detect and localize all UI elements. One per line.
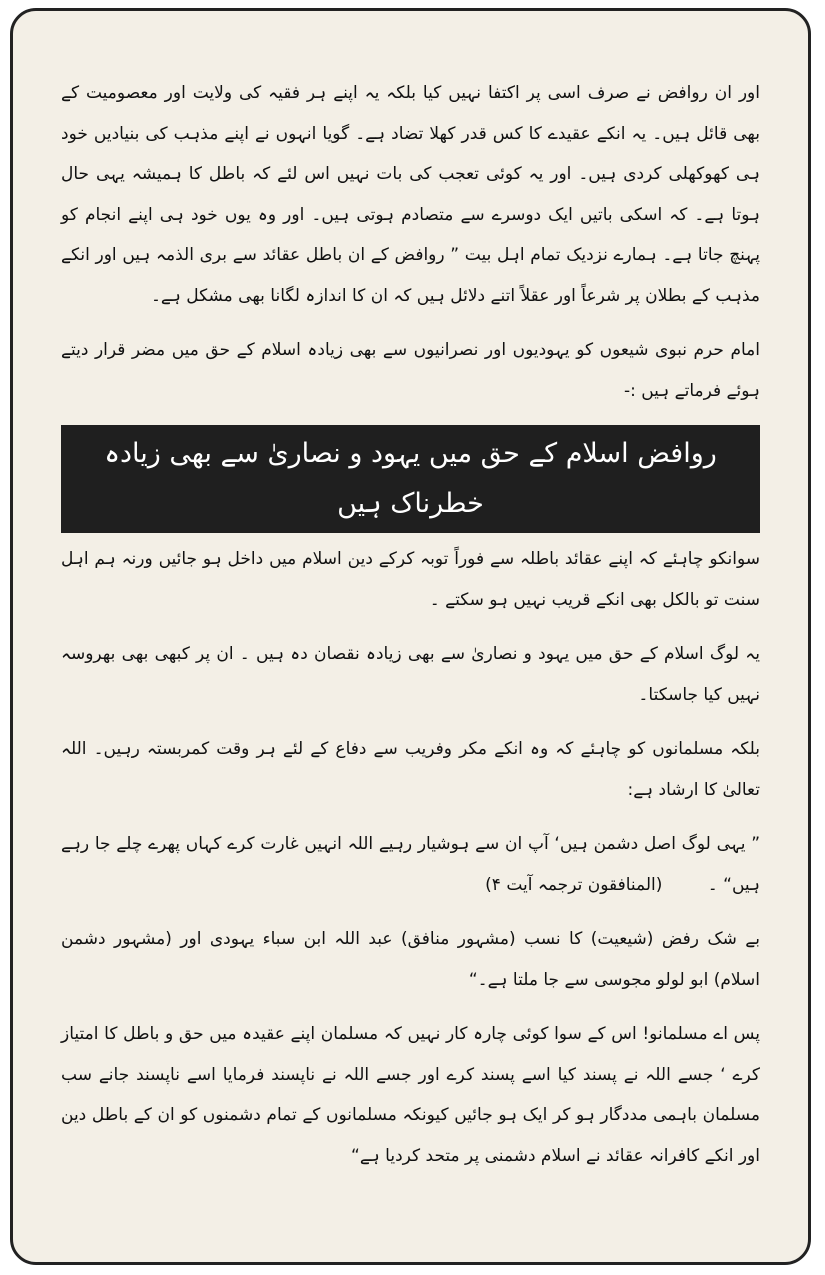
paragraph-2: امام حرم نبوی شیعوں کو یہودیوں اور نصرانیوں سے بھی زیادہ اسلام کے حق میں مضر قرار دیتے ہوئے فرماتے ہیں :- [61,340,760,401]
page-frame [10,8,811,1265]
quote-reference: (المنافقون ترجمہ آیت ۴) [485,874,663,895]
quran-quote [61,824,760,905]
paragraph-5: بلکہ مسلمانوں کو چاہئے کہ وہ انکے مکر وفریب سے دفاع کے لئے ہر وقت کمربستہ رہیں۔ اللہ تعالیٰ کا ارشاد ہے: [61,739,760,800]
paragraph-1: اور ان روافض نے صرف اسی پر اکتفا نہیں کیا بلکہ یہ اپنے ہر فقیہ کی ولایت اور معصومیت کے بھی قائل ہیں۔ یہ انکے عقیدے کا کس قدر کھلا تضاد ہے۔ گویا انہوں نے اپنے مذہب کی بنیادیں خود ہی کھوکھلی کردی ہیں۔ اور یہ کوئی تعجب کی بات نہیں اس لئے کہ باطل کا ہمیشہ یہی حال ہوتا ہے۔ کہ اسکی باتیں ایک دوسرے سے متصادم ہوتی ہیں۔ اور وہ یوں خود ہی اپنے انجام کو پہنچ جاتا ہے۔ ہمارے نزدیک تمام اہل بیت ” روافض کے ان باطل عقائد سے بری الذمہ ہیں اور انکے مذہب کے بطلان پر شرعاً اور عقلاً اتنے دلائل ہیں کہ ان کا اندازہ لگانا بھی مشکل ہے۔ [61,83,760,306]
paragraph-4: یہ لوگ اسلام کے حق میں یہود و نصاریٰ سے بھی زیادہ نقصان دہ ہیں ۔ ان پر کبھی بھی بھروسہ نہیں کیا جاسکتا۔ [61,644,760,705]
paragraph-7: بے شک رفض (شیعیت) کا نسب (مشہور منافق) عبد اللہ ابن سباء یہودی اور (مشہور دشمن اسلام) ابو لولو مجوسی سے جا ملتا ہے۔“ [61,929,760,990]
paragraph-8: پس اے مسلمانو! اس کے سوا کوئی چارہ کار نہیں کہ مسلمان اپنے عقیدہ میں حق و باطل کا امتیاز کرے ‘ جسے اللہ نے پسند کیا اسے پسند کرے اور جسے اللہ نے ناپسند فرمایا اسے ناپسند جانے سب مسلمان باہمی مددگار ہو کر ایک ہو جائیں کیونکہ مسلمانوں کے تمام دشمنوں کو ان کے باطل دین اور انکے کافرانہ عقائد نے اسلام دشمنی پر متحد کردیا ہے“ [61,1024,760,1166]
paragraph-3: سوانکو چاہئے کہ اپنے عقائد باطلہ سے فوراً توبہ کرکے دین اسلام میں داخل ہو جائیں ورنہ ہم اہل سنت تو بالکل بھی انکے قریب نہیں ہو سکتے ۔ [61,549,760,610]
article-body [61,73,760,1190]
section-heading-banner: روافض اسلام کے حق میں یہود و نصاریٰ سے بھی زیادہ خطرناک ہیں [61,425,760,533]
quote-text: ” یہی لوگ اصل دشمن ہیں‘ آپ ان سے ہوشیار رہیے اللہ انہیں غارت کرے کہاں پھرے چلے جا رہے ہیں“ ۔ [61,834,760,895]
